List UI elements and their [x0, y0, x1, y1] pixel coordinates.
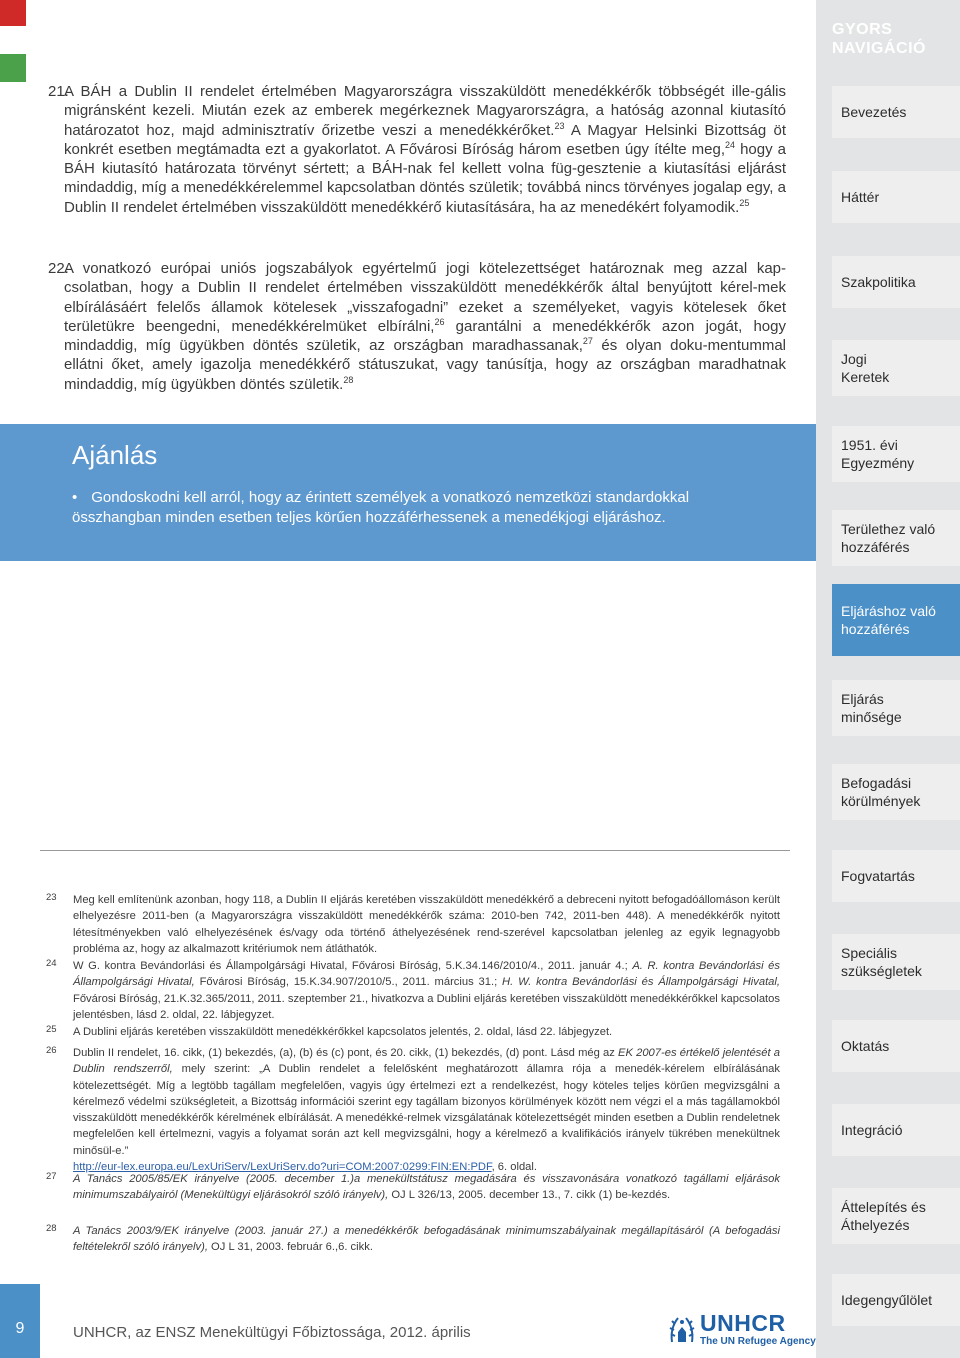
footnote-24	[40, 958, 780, 1023]
nav-item-fogvatartas[interactable]: Fogvatartás	[832, 850, 960, 902]
footnote-ref-26[interactable]: 26	[434, 316, 445, 327]
footnote-23	[40, 892, 780, 957]
footnote-number: 28	[46, 1223, 57, 1234]
footnote-ref-28[interactable]: 28	[343, 374, 354, 385]
nav-item-attelepites-athelyezes[interactable]: Áttelepítés és Áthelyezés	[832, 1188, 960, 1244]
nav-item-bevezetes[interactable]: Bevezetés	[832, 86, 960, 138]
footnote-number: 27	[46, 1171, 57, 1182]
footnote-ref-27[interactable]: 27	[582, 336, 593, 347]
footnote-text: A Tanács 2003/9/EK irányelve (2003. január 27.) a menedékkérők befogadásának minimumszabályainak megállapításáról (A befogadási feltételekről szóló irányelv), OJ L 31, 2003. február 6.,6. cikk.	[73, 1225, 780, 1254]
paragraph-number: 22.	[48, 260, 69, 277]
footnote-26	[40, 1045, 780, 1175]
footnote-25	[40, 1024, 780, 1040]
paragraph-22	[40, 259, 786, 394]
footnote-number: 24	[46, 958, 57, 969]
paragraph-text: A vonatkozó európai uniós jogszabályok egyértelmű jogi kötelezettséget határoznak meg azzal kap-csolatban, hogy a Dublin II rendelet értelmében visszaküldött menedékkérők által benyújtott kérel-mek elbírálásáért felelős államok kötelesek „visszafogadni” ezeket a személyeket, vagyis kötelesek őket területükre beengedni, menedékkérelmüket elbírálni,$^{26}$ garantálni a menedékkérők azon jogát, hogy mindaddig, míg ügyükben döntés születik, az országban maradhassanak,$^{27}$ és olyan doku-mentummal ellátni őket, amely igazolja menedékkérő státuszukat, vagy tanúsítja, hogy az országban maradhatnak mindaddig, míg ügyükben döntés születik.$^{28}$	[64, 260, 786, 393]
nav-item-befogadasi-korulmenyek[interactable]: Befogadási körülmények	[832, 764, 960, 820]
footnote-ref-24[interactable]: 24	[725, 139, 736, 150]
footnote-text: A Tanács 2005/85/EK irányelve (2005. december 1.)a menekültstátusz megadására és visszavonására vonatkozó tagállami eljárások minimumszabályairól (Menekültügyi eljárásokról szóló irányelv), OJ L 326/13, 2005. december 13., 7. cikk (1) be-kezdés.	[73, 1173, 780, 1202]
unhcr-logo-subtitle: The UN Refugee Agency	[700, 1336, 816, 1347]
nav-item-eljarashoz-hozzaferes[interactable]: Eljáráshoz való hozzáférés	[832, 584, 960, 656]
footnote-number: 26	[46, 1045, 57, 1056]
paragraph-text: A BÁH a Dublin II rendelet értelmében Magyarországra visszaküldött menedékkérők többségét ille-gális migránsként kezeli. Miután ezek az emberek megérkeznek Magyarországra, a hatóság azonnal kiutasító határozatot hoz, majd adminisztratív őrizetbe veszi a menedékkérőket.$^{23}$ A Magyar Helsinki Bizottság öt konkrét esetben megtámadta ezt a gyakorlatot. A Fővárosi Bíróság három esetben úgy ítélte meg,$^{24}$ hogy a BÁH kiutasító határozata törvényt sértett; a BÁH-nak fel kellett volna füg-gesztenie a kiutasítási eljárást mindaddig, míg a menedékkérelemmel kapcsolatban döntés születik; továbbá nincs törvényes jogalap egy, a Dublin II rendelet értelmében visszaküldött menedékkérő kiutasítására, ha az menedékért folyamodik.$^{25}$	[64, 83, 786, 216]
footnote-text: W G. kontra Bevándorlási és Állampolgársági Hivatal, Fővárosi Bíróság, 5.K.34.146/2010/4., 2011. január 4.; A. R. kontra Bevándorlási és Állampolgársági Hivatal, Fővárosi Bíróság, 15.K.34.907/2010/5., 2011. március 31.; H. W. kontra Bevándorlási és Állampolgársági Hivatal, Fővárosi Bíróság, 21.K.32.365/2011, 2011. szeptember 21., hivatkozva a Dublini eljárás keretében visszaküldött menedékkérőkkel kapcsolatos jelentésben, lásd 2. oldal, 22. lábjegyzet.	[73, 960, 780, 1021]
flag-red-mark	[0, 0, 26, 26]
bullet-icon: •	[72, 489, 78, 506]
nav-item-1951-egyezmeny[interactable]: 1951. évi Egyezmény	[832, 426, 960, 482]
divider-gap	[0, 850, 40, 851]
paragraph-21	[40, 82, 786, 217]
paragraph-number: 21.	[48, 83, 69, 100]
nav-item-oktatas[interactable]: Oktatás	[832, 1020, 960, 1072]
publisher-line: UNHCR, az ENSZ Menekültügyi Főbiztossága, 2012. április	[73, 1324, 471, 1341]
nav-item-eljaras-minosege[interactable]: Eljárás minősége	[832, 680, 960, 736]
nav-item-szakpolitika[interactable]: Szakpolitika	[832, 256, 960, 308]
flag-green-mark	[0, 54, 26, 82]
footnote-ref-25[interactable]: 25	[739, 197, 750, 208]
nav-item-specialis-szuksegletek[interactable]: Speciális szükségletek	[832, 934, 960, 990]
nav-item-teruletehez-hozzaferes[interactable]: Területhez való hozzáférés	[832, 510, 960, 566]
recommendation-title: Ajánlás	[72, 440, 158, 470]
nav-item-idegengyulolet[interactable]: Idegengyűlölet	[832, 1274, 960, 1326]
unhcr-logo-text: UNHCR	[700, 1310, 786, 1336]
nav-item-jogi-keretek[interactable]: Jogi Keretek	[832, 340, 960, 396]
sidebar-title: GYORS NAVIGÁCIÓ	[832, 21, 926, 57]
nav-item-hatter[interactable]: Háttér	[832, 171, 960, 223]
footnote-ref-23[interactable]: 23	[554, 120, 565, 131]
footnote-text: Dublin II rendelet, 16. cikk, (1) bekezdés, (a), (b) és (c) pont, és 20. cikk, (1) bekezdés, (d) pont. Lásd még az EK 2007-es értékelő jelentését a Dublin rendszerről, mely szerint: „A Dublin rendelet a felelősként meghatározott államra rója a menedék-kérelem elbírálásának kötelezettségét. Míg a legtöbb tagállam megfelelően, vagyis úgy értelmezi ezt a rendelkezést, hogy köteles teljes körűen megvizsgálni a kérelmező védelmi szükségleteit, a Bizottság információi szerint egy tagállam bizonyos körülmények között nem végzi el a más tagállamokból visszaküldött menedékkérők kérelmének elbírálását. A menedékké-relmek vizsgálatának kötelezettségét minden esetben a Dublin rendeletnek megfelelően kell értelmezni, vagyis a folyamat során azt kell megvizsgálni, hogy a kérelmező a kvalifikációs irányelv tükrében menekültnek minősül-e.” http://eur-lex.europa.eu/LexUriServ/LexUriServ.do?uri=COM:2007:0299:FIN:EN:PDF, 6. oldal.	[73, 1047, 780, 1174]
footnote-number: 25	[46, 1024, 57, 1035]
footnote-number: 23	[46, 892, 57, 903]
footnote-text: A Dublini eljárás keretében visszaküldött menedékkérőkkel kapcsolatos jelentés, 2. oldal, lásd 22. lábjegyzet.	[73, 1026, 613, 1038]
recommendation-item: • Gondoskodni kell arról, hogy az érintett személyek a vonatkozó nemzetközi standardokkal összhangban minden esetben teljes körűen hozzáférhessenek a menedékjogi eljáráshoz.	[72, 489, 690, 526]
nav-item-integracio[interactable]: Integráció	[832, 1104, 960, 1156]
footnote-27	[40, 1171, 780, 1204]
footnote-divider	[0, 850, 790, 851]
eur-lex-link[interactable]: http://eur-lex.europa.eu/LexUriServ/LexUriServ.do?uri=COM:2007:0299:FIN:EN:PDF	[73, 1161, 492, 1174]
footnote-28	[40, 1223, 780, 1256]
page-number: 9	[15, 1320, 25, 1337]
unhcr-emblem-icon	[668, 1312, 696, 1348]
footnote-text: Meg kell említenünk azonban, hogy 118, a Dublin II eljárás keretében visszaküldött menedékkérő a debreceni nyitott befogadóállomáson került elhelyezésre 2011-ben (a Magyarországra visszaküldött menedékkérők száma: 2010-ben 742, 2011-ben 448). A menedékkérők nyitott létesítményekben való elhelyezésének és/vagy oda történő áthelyezésének rend-szerével kapcsolatban jelenleg az egyik legnagyobb probléma az, hogy az alkalmazott kritériumok nem átláthatók.	[73, 894, 780, 955]
